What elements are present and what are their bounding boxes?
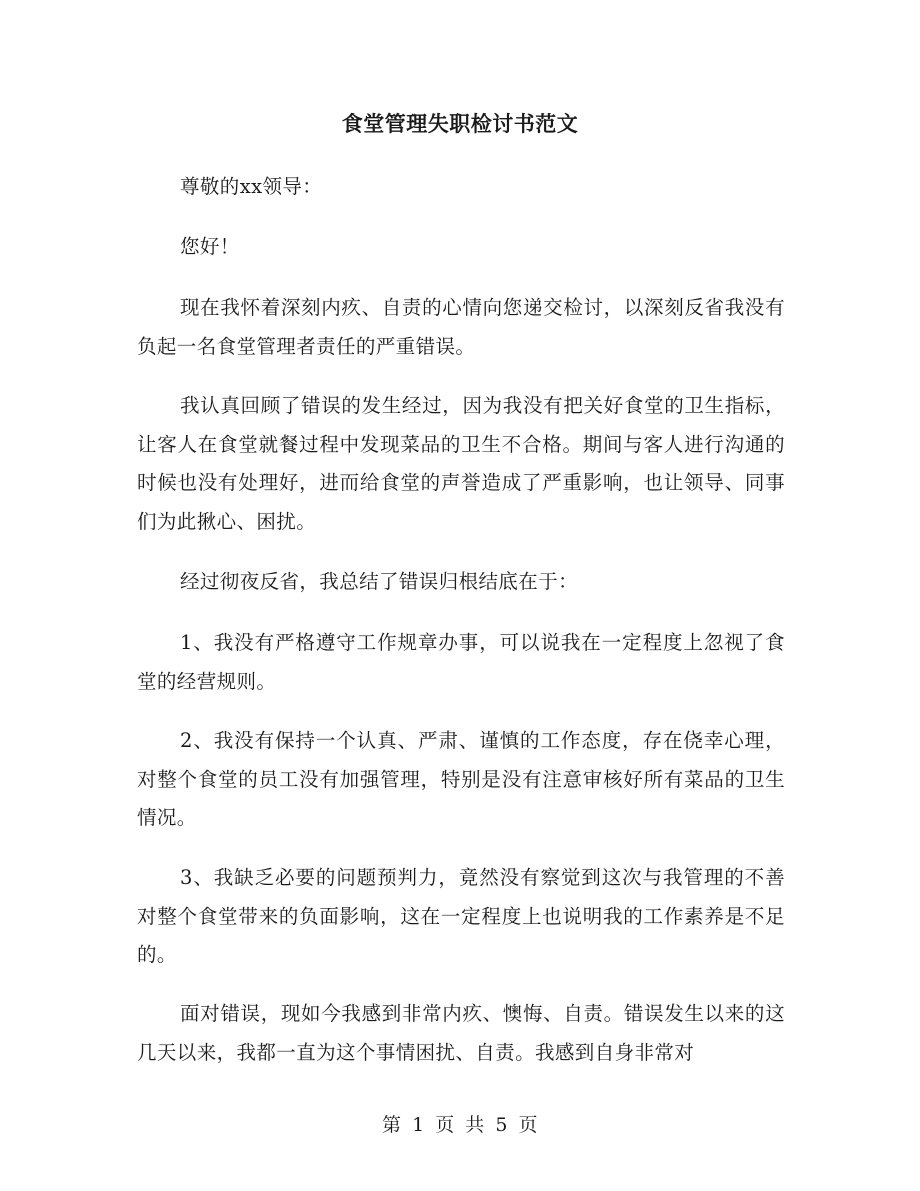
paragraph-remorse: 面对错误，现如今我感到非常内疚、懊悔、自责。错误发生以来的这几天以来，我都一直为这个事情困扰、自责。我感到自身非常对 <box>137 1002 785 1064</box>
footer-prefix: 第 <box>382 1114 402 1136</box>
footer-current-page: 1 <box>412 1114 425 1136</box>
paragraph-summary: 经过彻夜反省，我总结了错误归根结底在于： <box>180 570 579 593</box>
footer-total-pages: 5 <box>495 1114 508 1136</box>
footer-page-unit: 页 <box>435 1114 455 1136</box>
list-item-3: 3、我缺乏必要的问题预判力，竟然没有察觉到这次与我管理的不善对整个食堂带来的负面影响，这在一定程度上也说明我的工作素养是不足的。 <box>137 866 785 966</box>
footer-total-unit: 页 <box>518 1114 538 1136</box>
greeting: 您好！ <box>180 235 240 258</box>
document-title: 食堂管理失职检讨书范文 <box>341 111 579 136</box>
list-item-1: 1、我没有严格遵守工作规章办事，可以说我在一定程度上忽视了食堂的经营规则。 <box>137 631 785 693</box>
paragraph-intro: 现在我怀着深刻内疚、自责的心情向您递交检讨，以深刻反省我没有负起一名食堂管理者责任的严重错误。 <box>137 296 785 358</box>
footer-total-prefix: 共 <box>465 1114 485 1136</box>
list-item-2: 2、我没有保持一个认真、严肃、谨慎的工作态度，存在侥幸心理，对整个食堂的员工没有加强管理，特别是没有注意审核好所有菜品的卫生情况。 <box>137 729 785 829</box>
paragraph-review: 我认真回顾了错误的发生经过，因为我没有把关好食堂的卫生指标，让客人在食堂就餐过程中发现菜品的卫生不合格。期间与客人进行沟通的时候也没有处理好，进而给食堂的声誉造成了严重影响，也让领导、同事们为此揪心、困扰。 <box>137 394 785 533</box>
page-footer <box>0 1110 920 1140</box>
salutation: 尊敬的xx领导： <box>180 175 323 198</box>
